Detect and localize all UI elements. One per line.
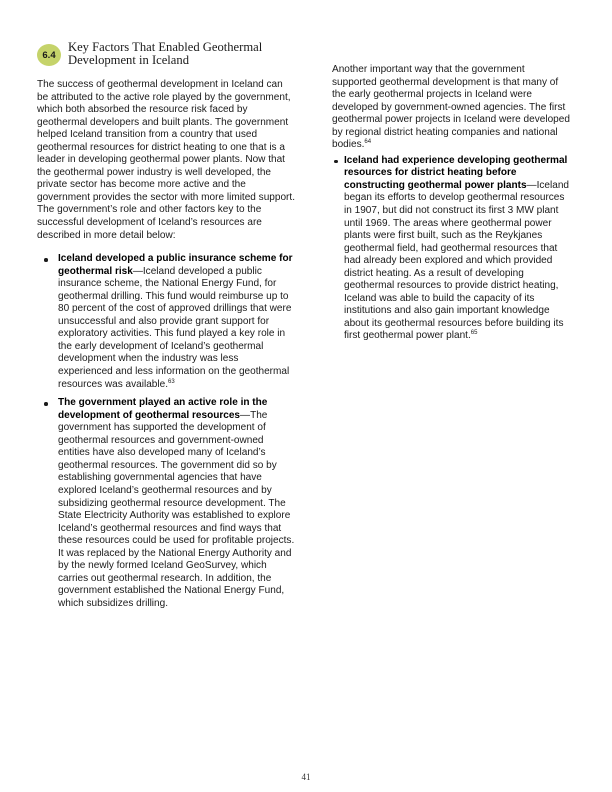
footnote-ref[interactable]: 65 — [470, 330, 478, 337]
factor-heading: Iceland had experience developing geothermal resources for district heating before constructing geothermal power plants — [344, 154, 568, 191]
section-title-line-2: Development in Iceland — [68, 53, 189, 67]
section-title-line-1: Key Factors That Enabled Geothermal — [68, 40, 263, 54]
section-heading — [37, 41, 287, 67]
factor-list — [332, 155, 572, 343]
factor-item-government-role — [37, 397, 295, 610]
right-column — [332, 64, 572, 343]
factor-body: —Iceland developed a public insurance scheme, the National Energy Fund, for geothermal drilling. This fund would reimburse up to 80 percent of the cost of approved drillings that were unsuccessful and also provide grant support for exploratory activities. This fund played a key role in the early development of Iceland’s geothermal development when the industry was less experienced and less information on the geothermal resources was available. — [58, 265, 292, 390]
factor-body: —Iceland began its efforts to develop geothermal resources in 1907, but did not construct its first 3 MW plant until 1969. The areas where geothermal power plants were first built, such as the Reykjanes geothermal field, had geothermal resources that had already been explored and which provided district heating. As a result of developing geothermal resources to provide district heating, Iceland was able to build the capacity of its institutions and also gain important knowledge about its geothermal resources before building its first geothermal power plant. — [344, 179, 569, 342]
intro-paragraph: The success of geothermal development in Iceland can be attributed to the active role played by the government, which both absorbed the resource risk faced by geothermal developers and built plants. The government helped Iceland transition from a country that used geothermal resources for district heating to one that is a leader in developing geothermal power plants. Now that the geothermal power industry is well developed, the private sector has become more active and the government provides the sector with more limited support. The government’s role and other factors key to the successful development of Iceland’s resources are described in more detail below: — [37, 79, 295, 241]
factor-item-insurance — [37, 253, 295, 391]
footnote-ref[interactable]: 64 — [364, 139, 372, 146]
continuation-text: Another important way that the government supported geothermal development is that many of the early geothermal projects in Iceland were developed by government-owned agencies. The first geothermal power projects in Iceland were developed by regional district heating companies and national bodies. — [332, 64, 570, 151]
page-number: 41 — [301, 772, 311, 782]
factor-heading: The government played an active role in the development of geothermal resources — [58, 397, 268, 421]
section-number-badge: 6.4 — [37, 44, 61, 66]
left-column — [37, 79, 295, 610]
factor-list — [37, 253, 295, 610]
factor-item-district-heating — [332, 155, 572, 343]
factor-heading: Iceland developed a public insurance scheme for geothermal risk — [58, 253, 293, 277]
footnote-ref[interactable]: 63 — [168, 378, 175, 385]
factor-body: —The government has supported the development of geothermal resources and government-owned entities have also developed many of Iceland’s geothermal resources. The government did so by establishing governmental agencies that have explored Iceland’s geothermal resources and by subsidizing geothermal resource development. The State Electricity Authority was established to explore Iceland’s geothermal resources and find ways that these resources could be used for profitable projects. It was replaced by the National Energy Authority and by the newly formed Iceland GeoSurvey, which carries out geothermal research. In addition, the government established the National Energy Fund, which subsidizes drilling. — [58, 409, 295, 609]
continuation-paragraph — [332, 64, 572, 152]
section-title — [68, 41, 262, 67]
